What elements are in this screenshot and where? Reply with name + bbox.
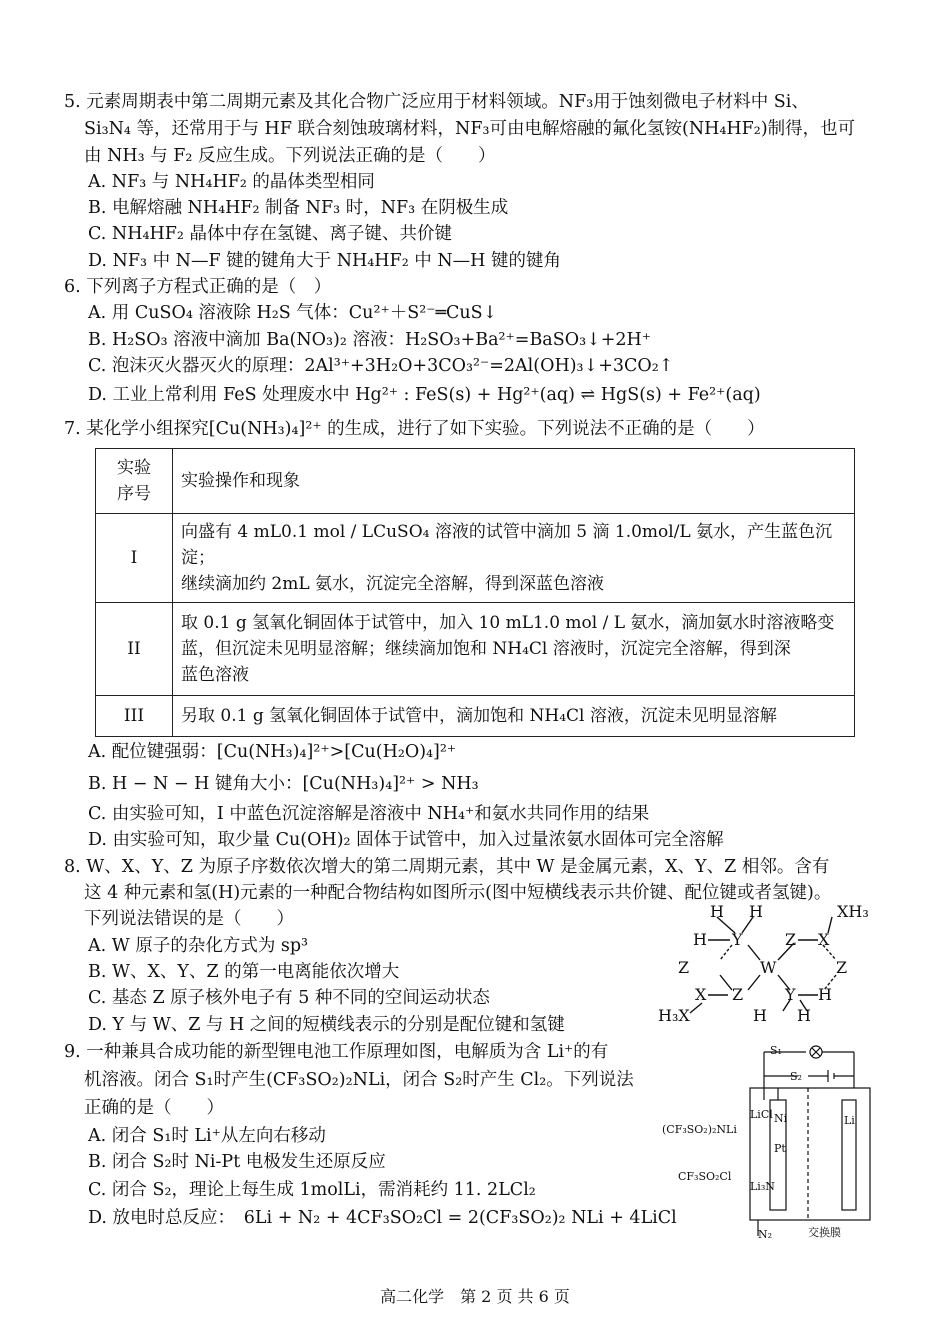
diagram-label: H: [797, 1006, 811, 1025]
diagram-label: H: [749, 905, 763, 921]
q5-stem-line1: 5. 元素周期表中第二周期元素及其化合物广泛应用于材料领域。NF₃用于蚀刻微电子材料中 Si、: [64, 92, 809, 112]
n2-label: N₂: [758, 1228, 773, 1240]
table-header-seq: 实验 序号: [96, 449, 173, 514]
ni-label: Ni: [774, 1112, 788, 1125]
page-footer: 高二化学 第 2 页 共 6 页: [380, 1287, 570, 1306]
table-cell-seq: II: [96, 603, 173, 696]
q9-stem-line2: 机溶液。闭合 S₁时产生(CF₃SO₂)₂NLi，闭合 S₂时产生 Cl₂。下列说法: [84, 1070, 634, 1090]
q8-option-d: D. Y 与 W、Z 与 H 之间的短横线表示的分别是配位键和氢键: [88, 1015, 565, 1035]
table-row: [96, 603, 855, 696]
q5-option-c: C. NH₄HF₂ 晶体中存在氢键、离子键、共价键: [88, 224, 452, 244]
experiment-table: [95, 448, 855, 737]
diagram-label: H: [753, 1006, 767, 1025]
q8-option-a: A. W 原子的杂化方式为 sp³: [88, 936, 309, 956]
switch-s2-label: S₂: [790, 1070, 802, 1083]
q7-option-d: D. 由实验可知，取少量 Cu(OH)₂ 固体于试管中，加入过量浓氨水固体可完全溶解: [88, 830, 724, 850]
diagram-label: XH₃: [837, 905, 869, 921]
q7-option-a: A. 配位键强弱：[Cu(NH₃)₄]²⁺>[Cu(H₂O)₄]²⁺: [88, 742, 457, 762]
table-cell-op: 另取 0.1 g 氢氧化铜固体于试管中，滴加饱和 NH₄Cl 溶液，沉淀未见明显溶解: [173, 696, 855, 737]
q6-option-b: B. H₂SO₃ 溶液中滴加 Ba(NO₃)₂ 溶液：H₂SO₃+Ba²⁺=BaSO₃↓+2H⁺: [88, 330, 652, 350]
table-cell-seq: I: [96, 514, 173, 603]
diagram-label: Z: [836, 958, 848, 977]
pt-label: Pt: [774, 1142, 786, 1155]
diagram-label: X: [695, 985, 707, 1004]
table-cell-seq: III: [96, 696, 173, 737]
table-row: [96, 696, 855, 737]
q5-stem-line3: 由 NH₃ 与 F₂ 反应生成。下列说法正确的是（ ）: [84, 146, 496, 166]
q5-option-d: D. NF₃ 中 N—F 键的键角大于 NH₄HF₂ 中 N—H 键的键角: [88, 251, 561, 271]
q9-stem-line1: 9. 一种兼具合成功能的新型锂电池工作原理如图，电解质为含 Li⁺的有: [64, 1042, 609, 1062]
q7-option-b: B. H − N − H 键角大小：[Cu(NH₃)₄]²⁺ > NH₃: [88, 774, 479, 794]
diagram-label: Z: [785, 930, 797, 949]
q5-option-a: A. NF₃ 与 NH₄HF₂ 的晶体类型相同: [88, 172, 375, 192]
q7-stem: 7. 某化学小组探究[Cu(NH₃)₄]²⁺ 的生成，进行了如下实验。下列说法不正确的是（ ）: [64, 419, 765, 439]
table-row: [96, 514, 855, 603]
q9-option-a: A. 闭合 S₁时 Li⁺从左向右移动: [88, 1126, 326, 1146]
table-header-op: 实验操作和现象: [173, 449, 855, 514]
diagram-label: H: [710, 905, 724, 921]
q7-option-c: C. 由实验可知，I 中蓝色沉淀溶解是溶液中 NH₄⁺和氨水共同作用的结果: [88, 804, 650, 824]
q8-option-c: C. 基态 Z 原子核外电子有 5 种不同的空间运动状态: [88, 988, 490, 1008]
diagram-label: W: [760, 958, 777, 977]
switch-s1-label: S₁: [770, 1044, 782, 1057]
q9-option-d: D. 放电时总反应： 6Li + N₂ + 4CF₃SO₂Cl = 2(CF₃SO₂)₂ NLi + 4LiCl: [88, 1208, 677, 1228]
diagram-label: Y: [785, 985, 796, 1004]
q9-option-c: C. 闭合 S₂，理论上每生成 1molLi，需消耗约 11. 2LCl₂: [88, 1180, 536, 1200]
diagram-label: X: [818, 930, 830, 949]
diagram-label: Z: [732, 985, 744, 1004]
q8-stem-line2: 这 4 种元素和氢(H)元素的一种配合物结构如图所示(图中短横线表示共价键、配位键或者氢键)。: [84, 883, 832, 903]
q6-option-a: A. 用 CuSO₄ 溶液除 H₂S 气体：Cu²⁺＋S²⁻═CuS↓: [88, 303, 498, 323]
q6-option-d: D. 工业上常利用 FeS 处理废水中 Hg²⁺ : FeS(s) + Hg²⁺(aq) ⇌ HgS(s) + Fe²⁺(aq): [88, 385, 761, 405]
table-header-row: [96, 449, 855, 514]
q9-stem-line3: 正确的是（ ）: [84, 1098, 224, 1118]
diagram-label: Z: [678, 958, 690, 977]
membrane-label: 交换膜: [808, 1226, 841, 1239]
reactant-label: CF₃SO₂Cl: [678, 1170, 732, 1183]
q5-stem-line2: Si₃N₄ 等，还常用于与 HF 联合刻蚀玻璃材料，NF₃可由电解熔融的氟化氢铵(NH₄HF₂)制得，也可: [84, 119, 856, 139]
licl-label: LiCl: [750, 1108, 773, 1121]
q8-stem-line3: 下列说法错误的是（ ）: [84, 909, 294, 929]
diagram-label: H: [693, 930, 707, 949]
li-label: Li: [844, 1114, 855, 1127]
q8-stem-line1: 8. W、X、Y、Z 为原子序数依次增大的第二周期元素，其中 W 是金属元素，X、Y、Z 相邻。含有: [64, 857, 830, 877]
q8-structure-diagram: [650, 905, 880, 1025]
product-label: (CF₃SO₂)₂NLi: [662, 1123, 737, 1136]
q8-option-b: B. W、X、Y、Z 的第一电离能依次增大: [88, 962, 400, 982]
q9-option-b: B. 闭合 S₂时 Ni-Pt 电极发生还原反应: [88, 1152, 386, 1172]
diagram-label: H: [818, 985, 832, 1004]
diagram-label: Y: [732, 930, 743, 949]
diagram-label: H₃X: [658, 1006, 690, 1025]
table-cell-op: 取 0.1 g 氢氧化铜固体于试管中，加入 10 mL1.0 mol / L 氨水，滴加氨水时溶液略变 蓝，但沉淀未见明显溶解；继续滴加饱和 NH₄Cl 溶液时，沉淀完全溶解，得到深 蓝色溶液: [173, 603, 855, 696]
q5-option-b: B. 电解熔融 NH₄HF₂ 制备 NF₃ 时，NF₃ 在阴极生成: [88, 198, 509, 218]
li3n-label: Li₃N: [750, 1180, 775, 1193]
q6-stem: 6. 下列离子方程式正确的是（ ）: [64, 277, 332, 297]
q9-battery-diagram: [658, 1040, 888, 1240]
q6-option-c: C. 泡沫灭火器灭火的原理：2Al³⁺+3H₂O+3CO₃²⁻=2Al(OH)₃↓+3CO₂↑: [88, 356, 674, 376]
table-cell-op: 向盛有 4 mL0.1 mol / LCuSO₄ 溶液的试管中滴加 5 滴 1.0mol/L 氨水，产生蓝色沉淀； 继续滴加约 2mL 氨水，沉淀完全溶解，得到深蓝色溶液: [173, 514, 855, 603]
